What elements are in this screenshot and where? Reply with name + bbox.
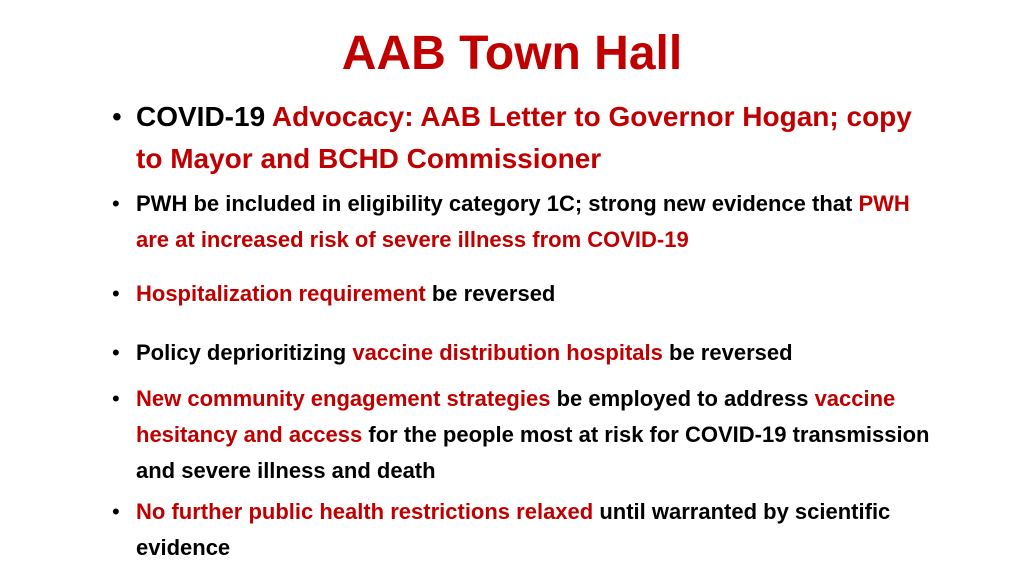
sub-bullet-community-engagement bbox=[112, 381, 932, 489]
sub-bullet-text bbox=[136, 335, 932, 371]
main-bullet-emphasis: Advocacy: AAB Letter to Governor Hogan; copy to Mayor and BCHD Commissioner bbox=[136, 101, 912, 174]
sub-bullet-highlight-text: Hospitalization requirement bbox=[136, 281, 426, 306]
sub-bullet-plain-text: until warranted by scientific evidence bbox=[136, 499, 891, 560]
bullet-dot: • bbox=[112, 191, 120, 216]
sub-bullet-highlight-text: New community engagement strategies bbox=[136, 386, 551, 411]
sub-bullet-highlight-text: PWH are at increased risk of severe illness from COVID-19 bbox=[136, 191, 910, 252]
sub-bullet-vaccine-distribution bbox=[112, 335, 932, 371]
sub-bullet-highlight-text: vaccine hesitancy and access bbox=[136, 386, 896, 447]
sub-bullet-text bbox=[136, 381, 932, 489]
sub-bullet-plain-text: PWH be included in eligibility category 1C; strong new evidence that bbox=[136, 191, 853, 216]
bullet-dot: • bbox=[112, 499, 120, 524]
main-bullet-text bbox=[136, 96, 912, 180]
sub-bullet-restrictions bbox=[112, 494, 932, 566]
main-bullet-lead: COVID-19 bbox=[136, 101, 266, 132]
sub-bullet-text bbox=[136, 276, 932, 312]
sub-bullet-plain-text: be reversed bbox=[431, 281, 556, 306]
sub-bullet-plain-text: be reversed bbox=[669, 340, 793, 365]
bullet-dot: • bbox=[112, 340, 120, 365]
bullet-dot: • bbox=[112, 281, 120, 306]
sub-bullet-highlight-text: No further public health restrictions relaxed bbox=[136, 499, 594, 524]
bullet-dot: • bbox=[112, 101, 122, 132]
sub-bullet-hospitalization bbox=[112, 276, 932, 312]
slide-title: AAB Town Hall bbox=[341, 27, 683, 80]
sub-bullet-eligibility bbox=[112, 186, 932, 258]
sub-bullet-plain-text: Policy deprioritizing bbox=[136, 340, 347, 365]
sub-bullet-plain-text: be employed to address bbox=[556, 386, 809, 411]
bullet-dot: • bbox=[112, 386, 120, 411]
sub-bullet-text bbox=[136, 186, 932, 258]
sub-bullet-text bbox=[136, 494, 932, 566]
sub-bullet-plain-text: for the people most at risk for COVID-19 transmission and severe illness and death bbox=[136, 422, 930, 483]
main-bullet bbox=[112, 96, 912, 180]
sub-bullet-highlight-text: vaccine distribution hospitals bbox=[352, 340, 663, 365]
